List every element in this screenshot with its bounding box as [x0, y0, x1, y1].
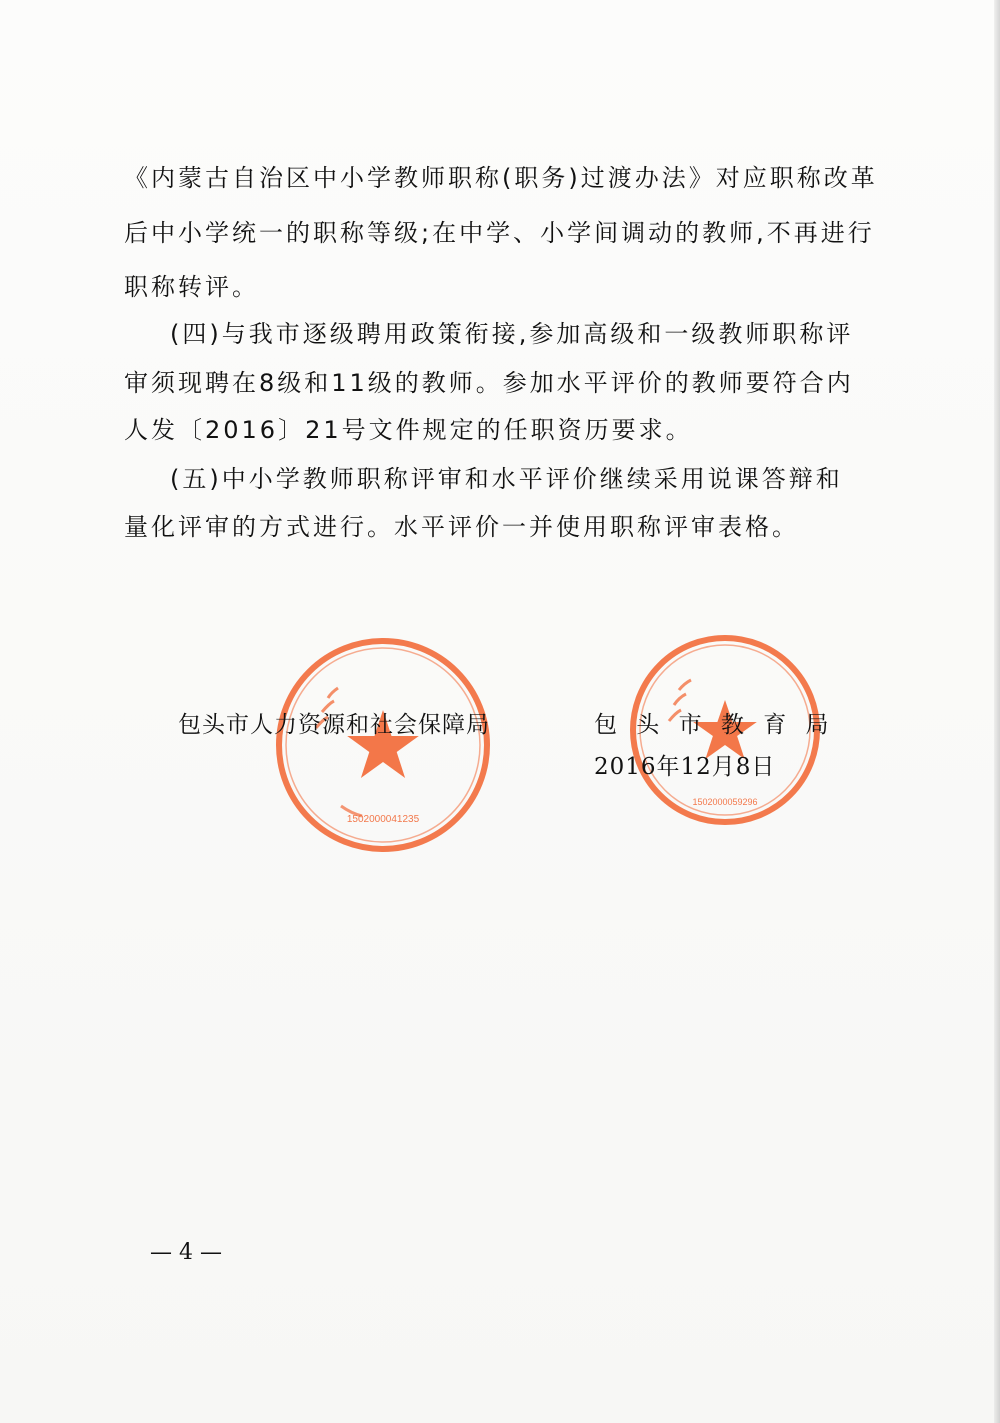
svg-text:1502000059296: 1502000059296: [692, 797, 758, 807]
body-line-2: 后中小学统一的职称等级;在中学、小学间调动的教师,不再进行: [124, 219, 875, 247]
body-line-8: 量化评审的方式进行。水平评价一并使用职称评审表格。: [124, 513, 799, 541]
body-line-5: 审须现聘在8级和11级的教师。参加水平评价的教师要符合内: [124, 369, 854, 397]
body-line-4: (四)与我市逐级聘用政策衔接,参加高级和一级教师职称评: [170, 320, 854, 348]
left-official-seal: [268, 630, 498, 860]
svg-text:1502000041235: 1502000041235: [346, 814, 420, 825]
body-line-3: 职称转评。: [124, 273, 259, 301]
page-number: — 4 —: [150, 1240, 222, 1265]
right-signature-org: 包 头 市 教 育 局: [594, 712, 835, 738]
body-line-6: 人发〔2016〕21号文件规定的任职资历要求。: [124, 416, 693, 444]
signature-date: 2016年12月8日: [594, 754, 776, 780]
body-line-7: (五)中小学教师职称评审和水平评价继续采用说课答辩和: [170, 465, 843, 493]
left-signature-org: 包头市人力资源和社会保障局: [178, 712, 490, 738]
scan-edge: [994, 0, 1000, 1423]
body-line-1: 《内蒙古自治区中小学教师职称(职务)过渡办法》对应职称改革: [124, 164, 878, 192]
